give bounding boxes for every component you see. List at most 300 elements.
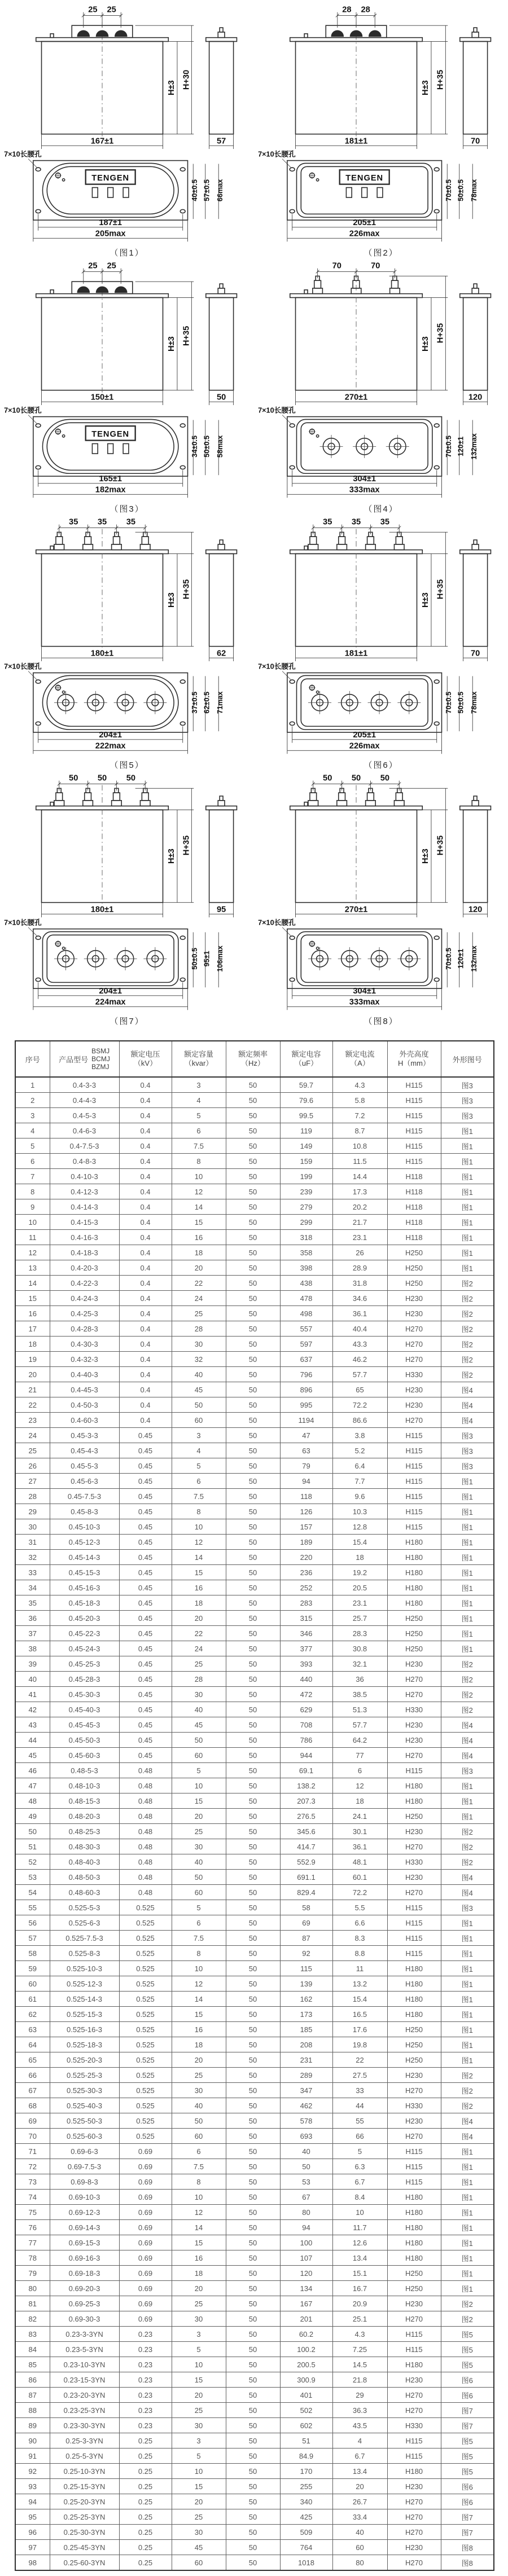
blade-pin-icon — [108, 443, 113, 454]
cell-index: 24 — [15, 1428, 50, 1443]
body-height-label: H±3 — [421, 849, 431, 864]
cell-capacity: 25 — [172, 2296, 226, 2311]
cell-model: 0.525-18-3 — [50, 2037, 119, 2052]
cell-figure: 图8 — [441, 2540, 494, 2555]
cell-frequency: 50 — [226, 1641, 280, 1656]
cell-figure: 图1 — [441, 1199, 494, 1215]
cell-index: 5 — [15, 1138, 50, 1154]
cell-capacitance: 629 — [280, 1702, 332, 1717]
cell-index: 82 — [15, 2311, 50, 2327]
cell-current: 48.1 — [332, 1854, 387, 1870]
front-width-label: 150±1 — [90, 393, 114, 402]
cell-voltage: 0.525 — [119, 1976, 172, 1992]
mounting-hole-icon — [434, 680, 439, 683]
overall-width-label: 205max — [95, 229, 126, 239]
cell-capacity: 10 — [172, 1519, 226, 1535]
cell-voltage: 0.25 — [119, 2479, 172, 2494]
cell-index: 12 — [15, 1245, 50, 1260]
cell-height: H270 — [387, 2525, 441, 2540]
cell-figure: 图4 — [441, 1397, 494, 1413]
cell-capacitance: 340 — [280, 2494, 332, 2509]
cell-model: 0.45-5-3 — [50, 1458, 119, 1474]
cell-model: 0.45-45-3 — [50, 1717, 119, 1733]
cell-current: 57.7 — [332, 1367, 387, 1382]
cell-capacity: 30 — [172, 1839, 226, 1854]
cell-current: 33 — [332, 2083, 387, 2098]
cell-height: H115 — [387, 1931, 441, 1946]
cell-figure: 图2 — [441, 1839, 494, 1854]
cell-frequency: 50 — [226, 1885, 280, 1900]
body-height-label: H±3 — [167, 592, 177, 608]
cell-index: 74 — [15, 2190, 50, 2205]
cell-voltage: 0.25 — [119, 2509, 172, 2525]
cell-capacity: 24 — [172, 1641, 226, 1656]
cell-capacity: 20 — [172, 1611, 226, 1626]
cell-capacity: 5 — [172, 1458, 226, 1474]
cell-capacitance: 149 — [280, 1138, 332, 1154]
figure-caption: （图1） — [110, 248, 144, 258]
cell-current: 10 — [332, 2205, 387, 2220]
table-row — [15, 1565, 494, 1580]
ground-mark-icon — [55, 940, 65, 949]
cell-frequency: 50 — [226, 2007, 280, 2022]
cell-capacitance: 201 — [280, 2311, 332, 2327]
cell-frequency: 50 — [226, 2250, 280, 2266]
cell-frequency: 50 — [226, 1184, 280, 1199]
cell-current: 22 — [332, 2052, 387, 2068]
plan-depth-label: 37±0.5 — [191, 691, 199, 714]
cell-frequency: 50 — [226, 1824, 280, 1839]
cell-voltage: 0.4 — [119, 1352, 172, 1367]
cell-current: 57.7 — [332, 1717, 387, 1733]
cell-index: 93 — [15, 2479, 50, 2494]
cell-model: 0.48-15-3 — [50, 1793, 119, 1809]
overall-width-label: 222max — [95, 741, 126, 751]
cell-frequency: 50 — [226, 2037, 280, 2052]
dome-terminal-icon — [115, 30, 128, 37]
front-width-label: 181±1 — [344, 137, 368, 146]
cell-height: H270 — [387, 2403, 441, 2418]
cell-capacitance: 318 — [280, 1230, 332, 1245]
cell-voltage: 0.525 — [119, 2098, 172, 2113]
cell-capacity: 10 — [172, 1961, 226, 1976]
cell-frequency: 50 — [226, 2022, 280, 2037]
table-row — [15, 1778, 494, 1793]
cell-capacity: 18 — [172, 1595, 226, 1611]
dome-terminal-icon — [331, 30, 344, 37]
cell-current: 10.8 — [332, 1138, 387, 1154]
total-height-label: H+30 — [182, 69, 191, 90]
cell-capacitance: 300.9 — [280, 2372, 332, 2388]
cell-model: 0.23-3-3YN — [50, 2327, 119, 2342]
cell-figure: 图2 — [441, 1291, 494, 1306]
plan-depth-label: 120±1 — [457, 948, 465, 969]
spec-table-section — [15, 1040, 493, 2571]
terminal-post-icon — [114, 691, 137, 714]
front-view — [290, 774, 448, 917]
cell-figure: 图1 — [441, 1565, 494, 1580]
cell-index: 56 — [15, 1915, 50, 1931]
cell-voltage: 0.4 — [119, 1382, 172, 1397]
cell-figure: 图3 — [441, 1443, 494, 1458]
cell-model: 0.69-16-3 — [50, 2250, 119, 2266]
terminal-post-icon — [353, 435, 376, 458]
cell-current: 36.1 — [332, 1839, 387, 1854]
stud-terminal-icon — [390, 276, 400, 293]
cell-model: 0.45-22-3 — [50, 1626, 119, 1641]
cell-index: 27 — [15, 1474, 50, 1489]
body-height-label: H±3 — [167, 849, 177, 864]
cell-current: 43.5 — [332, 2418, 387, 2433]
cell-capacity: 20 — [172, 2281, 226, 2296]
cell-frequency: 50 — [226, 2555, 280, 2571]
cell-capacity: 10 — [172, 2357, 226, 2372]
terminal-post-icon — [320, 435, 343, 458]
cell-figure: 图1 — [441, 2037, 494, 2052]
terminal-spacing-label: 25 — [107, 5, 116, 15]
cell-capacity: 7.5 — [172, 1489, 226, 1504]
front-view — [290, 6, 448, 149]
body-height-label: H±3 — [421, 336, 431, 351]
blade-pin-icon — [92, 187, 98, 197]
table-row — [15, 2433, 494, 2448]
plan-depth-label: 70±0.5 — [445, 691, 453, 714]
cell-capacitance: 185 — [280, 2022, 332, 2037]
mounting-hole-icon — [180, 936, 185, 939]
cell-current: 16.7 — [332, 2281, 387, 2296]
plan-depth-label: 50±0.5 — [457, 179, 465, 201]
cell-model: 0.4-30-3 — [50, 1337, 119, 1352]
cell-current: 20 — [332, 2479, 387, 2494]
cell-voltage: 0.25 — [119, 2540, 172, 2555]
cell-model: 0.45-4-3 — [50, 1443, 119, 1458]
header-frequency: 额定频率 （Hz） — [226, 1041, 280, 1077]
blade-pin-icon — [108, 187, 113, 197]
cell-voltage: 0.4 — [119, 1230, 172, 1245]
cell-index: 32 — [15, 1550, 50, 1565]
dimension-drawing — [257, 773, 505, 1016]
cell-height: H330 — [387, 1367, 441, 1382]
cell-current: 30.1 — [332, 1824, 387, 1839]
total-height-label: H+35 — [182, 326, 191, 346]
cell-voltage: 0.48 — [119, 1809, 172, 1824]
cell-frequency: 50 — [226, 1931, 280, 1946]
cell-figure: 图1 — [441, 2190, 494, 2205]
table-row — [15, 1123, 494, 1138]
cell-height: H250 — [387, 2281, 441, 2296]
cell-capacity: 6 — [172, 2144, 226, 2159]
side-width-label: 57 — [216, 137, 226, 146]
stud-terminal-icon — [54, 532, 64, 550]
cell-capacitance: 786 — [280, 1733, 332, 1748]
table-row — [15, 1504, 494, 1519]
cell-height: H230 — [387, 1733, 441, 1748]
cell-capacitance: 1194 — [280, 1413, 332, 1428]
cell-height: H115 — [387, 1915, 441, 1931]
header-model — [50, 1041, 119, 1077]
cell-capacity: 20 — [172, 2052, 226, 2068]
table-row — [15, 2144, 494, 2159]
cell-height: H115 — [387, 1504, 441, 1519]
cell-current: 36.1 — [332, 1306, 387, 1321]
cell-model: 0.45-6-3 — [50, 1474, 119, 1489]
cell-figure: 图2 — [441, 1367, 494, 1382]
cell-model: 0.23-15-3YN — [50, 2372, 119, 2388]
cell-frequency: 50 — [226, 1976, 280, 1992]
cell-voltage: 0.45 — [119, 1504, 172, 1519]
cell-current: 32.1 — [332, 1656, 387, 1672]
figure-caption: （图4） — [364, 504, 398, 514]
cell-current: 14.5 — [332, 2357, 387, 2372]
figure-block-3 — [0, 261, 254, 517]
cell-height: H115 — [387, 1458, 441, 1474]
cell-current: 14.4 — [332, 1169, 387, 1184]
cell-capacity: 8 — [172, 2174, 226, 2190]
cell-figure: 图1 — [441, 1535, 494, 1550]
cell-capacitance: 255 — [280, 2479, 332, 2494]
dome-terminal-icon — [350, 30, 362, 37]
cell-frequency: 50 — [226, 2357, 280, 2372]
spec-table — [15, 1040, 494, 2571]
cell-height: H270 — [387, 2555, 441, 2571]
cell-capacitance: 1018 — [280, 2555, 332, 2571]
cell-model: 0.525-25-3 — [50, 2068, 119, 2083]
mounting-hole-icon — [434, 209, 439, 213]
cell-voltage: 0.25 — [119, 2464, 172, 2479]
cell-frequency: 50 — [226, 1489, 280, 1504]
cell-capacitance: 764 — [280, 2540, 332, 2555]
cell-frequency: 50 — [226, 2494, 280, 2509]
table-row — [15, 1306, 494, 1321]
cell-frequency: 50 — [226, 1428, 280, 1443]
cell-figure: 图1 — [441, 2159, 494, 2174]
cell-model: 0.48-5-3 — [50, 1763, 119, 1778]
cell-voltage: 0.4 — [119, 1154, 172, 1169]
stud-terminal-icon — [337, 788, 347, 806]
mounting-hole-icon — [290, 424, 295, 427]
cell-voltage: 0.4 — [119, 1397, 172, 1413]
terminal-spacing-label: 25 — [88, 5, 98, 15]
cell-capacity: 22 — [172, 1626, 226, 1641]
cell-frequency: 50 — [226, 1306, 280, 1321]
stud-terminal-icon — [83, 532, 93, 550]
body-height-label: H±3 — [421, 592, 431, 608]
ground-mark-icon — [309, 940, 319, 949]
cell-voltage: 0.4 — [119, 1245, 172, 1260]
cell-voltage: 0.525 — [119, 2068, 172, 2083]
body-height-label: H±3 — [167, 336, 177, 351]
cell-height: H115 — [387, 2448, 441, 2464]
cell-model: 0.4-24-3 — [50, 1291, 119, 1306]
terminal-spacing-label: 50 — [69, 773, 78, 783]
cell-height: H270 — [387, 1672, 441, 1687]
cell-capacity: 28 — [172, 1321, 226, 1337]
cell-index: 48 — [15, 1793, 50, 1809]
front-width-label: 270±1 — [344, 393, 368, 402]
cell-voltage: 0.4 — [119, 1337, 172, 1352]
cell-index: 54 — [15, 1885, 50, 1900]
front-view — [36, 774, 194, 917]
table-row — [15, 1915, 494, 1931]
cell-index: 59 — [15, 1961, 50, 1976]
cell-model: 0.45-10-3 — [50, 1519, 119, 1535]
cell-index: 26 — [15, 1458, 50, 1474]
cell-capacitance: 134 — [280, 2281, 332, 2296]
plan-depth-label: 70±0.5 — [445, 435, 453, 458]
cell-index: 64 — [15, 2037, 50, 2052]
table-row — [15, 1138, 494, 1154]
cell-model: 0.4-3-3 — [50, 1077, 119, 1093]
table-row — [15, 1641, 494, 1656]
cell-capacity: 3 — [172, 2327, 226, 2342]
cell-model: 0.45-40-3 — [50, 1702, 119, 1717]
cell-current: 77 — [332, 1748, 387, 1763]
cell-model: 0.69-30-3 — [50, 2311, 119, 2327]
cell-index: 37 — [15, 1626, 50, 1641]
cell-figure: 图6 — [441, 2372, 494, 2388]
stud-terminal-icon — [140, 532, 150, 550]
cell-model: 0.23-30-3YN — [50, 2418, 119, 2433]
cell-height: H180 — [387, 2235, 441, 2250]
cell-capacitance: 345.6 — [280, 1824, 332, 1839]
cell-frequency: 50 — [226, 1702, 280, 1717]
cell-current: 25.7 — [332, 1611, 387, 1626]
plan-view — [4, 406, 224, 498]
cell-capacity: 7.5 — [172, 1138, 226, 1154]
cell-current: 60 — [332, 2540, 387, 2555]
cell-height: H180 — [387, 2250, 441, 2266]
cell-figure: 图1 — [441, 1931, 494, 1946]
cell-capacitance: 425 — [280, 2509, 332, 2525]
cell-index: 71 — [15, 2144, 50, 2159]
cell-voltage: 0.25 — [119, 2494, 172, 2509]
cell-index: 8 — [15, 1184, 50, 1199]
oblong-hole-label: 7×10长腰孔 — [258, 406, 296, 415]
cell-index: 7 — [15, 1169, 50, 1184]
cell-current: 12.8 — [332, 1519, 387, 1535]
cell-capacity: 14 — [172, 1992, 226, 2007]
cell-current: 6.7 — [332, 2448, 387, 2464]
cell-height: H115 — [387, 1428, 441, 1443]
cell-figure: 图2 — [441, 1687, 494, 1702]
dimension-drawing — [3, 773, 251, 1016]
cell-frequency: 50 — [226, 1900, 280, 1915]
cell-frequency: 50 — [226, 1854, 280, 1870]
cell-figure: 图1 — [441, 2174, 494, 2190]
cell-figure: 图7 — [441, 2403, 494, 2418]
cell-capacitance: 236 — [280, 1565, 332, 1580]
figure-caption: （图6） — [364, 761, 398, 770]
cell-frequency: 50 — [226, 1656, 280, 1672]
cell-capacitance: 414.7 — [280, 1839, 332, 1854]
cell-voltage: 0.23 — [119, 2357, 172, 2372]
table-row — [15, 1733, 494, 1748]
plan-depth-label: 66max — [216, 179, 225, 202]
cell-voltage: 0.69 — [119, 2220, 172, 2235]
plan-depth-label: 70±0.5 — [445, 179, 453, 201]
cell-current: 12.6 — [332, 2235, 387, 2250]
table-row — [15, 1656, 494, 1672]
dome-terminal-icon — [369, 30, 382, 37]
table-row — [15, 2113, 494, 2129]
front-width-label: 180±1 — [90, 649, 114, 658]
cell-capacitance: 159 — [280, 1154, 332, 1169]
mounting-hole-icon — [434, 424, 439, 427]
cell-voltage: 0.525 — [119, 2113, 172, 2129]
cell-voltage: 0.4 — [119, 1199, 172, 1215]
cell-frequency: 50 — [226, 1793, 280, 1809]
mounting-hole-icon — [290, 168, 295, 171]
cell-index: 10 — [15, 1215, 50, 1230]
cell-capacity: 25 — [172, 2403, 226, 2418]
cell-index: 3 — [15, 1108, 50, 1123]
cell-height: H250 — [387, 2052, 441, 2068]
cell-capacitance: 462 — [280, 2098, 332, 2113]
cell-capacity: 20 — [172, 2494, 226, 2509]
cell-figure: 图4 — [441, 1885, 494, 1900]
cell-voltage: 0.69 — [119, 2205, 172, 2220]
table-row — [15, 1854, 494, 1870]
mounting-hole-icon — [36, 424, 41, 427]
cell-capacity: 16 — [172, 2250, 226, 2266]
cell-capacitance: 637 — [280, 1352, 332, 1367]
table-row — [15, 2007, 494, 2022]
cell-frequency: 50 — [226, 2464, 280, 2479]
cell-frequency: 50 — [226, 1504, 280, 1519]
body-height-label: H±3 — [421, 80, 431, 95]
cell-model: 0.45-7.5-3 — [50, 1489, 119, 1504]
terminal-spacing-label: 35 — [323, 517, 332, 527]
cell-voltage: 0.45 — [119, 1626, 172, 1641]
cell-voltage: 0.4 — [119, 1093, 172, 1108]
cell-figure: 图3 — [441, 1458, 494, 1474]
cell-index: 31 — [15, 1535, 50, 1550]
cell-frequency: 50 — [226, 1397, 280, 1413]
figure-block-4 — [254, 261, 508, 517]
cell-capacitance: 53 — [280, 2174, 332, 2190]
cell-model: 0.4-16-3 — [50, 1230, 119, 1245]
cell-index: 78 — [15, 2250, 50, 2266]
plan-depth-label: 50±0.5 — [203, 435, 211, 458]
header-figure: 外形图号 — [441, 1041, 494, 1077]
cell-frequency: 50 — [226, 1276, 280, 1291]
side-width-label: 62 — [216, 649, 226, 658]
side-view — [460, 540, 491, 661]
header-index: 序号 — [15, 1041, 50, 1077]
cell-voltage: 0.48 — [119, 1870, 172, 1885]
stud-terminal-icon — [366, 532, 376, 550]
cell-current: 36.3 — [332, 2403, 387, 2418]
cell-height: H115 — [387, 2433, 441, 2448]
cell-index: 11 — [15, 1230, 50, 1245]
table-row — [15, 1550, 494, 1565]
cell-capacitance: 69.1 — [280, 1763, 332, 1778]
cell-frequency: 50 — [226, 1123, 280, 1138]
dimension-drawing — [3, 517, 251, 759]
figure-caption: （图8） — [364, 1017, 398, 1026]
cell-figure: 图1 — [441, 1778, 494, 1793]
cell-model: 0.45-16-3 — [50, 1580, 119, 1595]
overall-width-label: 224max — [95, 997, 126, 1007]
cell-index: 46 — [15, 1763, 50, 1778]
cell-model: 0.45-15-3 — [50, 1565, 119, 1580]
cell-current: 40.4 — [332, 1321, 387, 1337]
oblong-hole-label: 7×10长腰孔 — [4, 406, 42, 415]
cell-index: 91 — [15, 2448, 50, 2464]
cell-capacity: 14 — [172, 1199, 226, 1215]
cell-capacity: 25 — [172, 1824, 226, 1839]
figure-block-7 — [0, 773, 254, 1029]
